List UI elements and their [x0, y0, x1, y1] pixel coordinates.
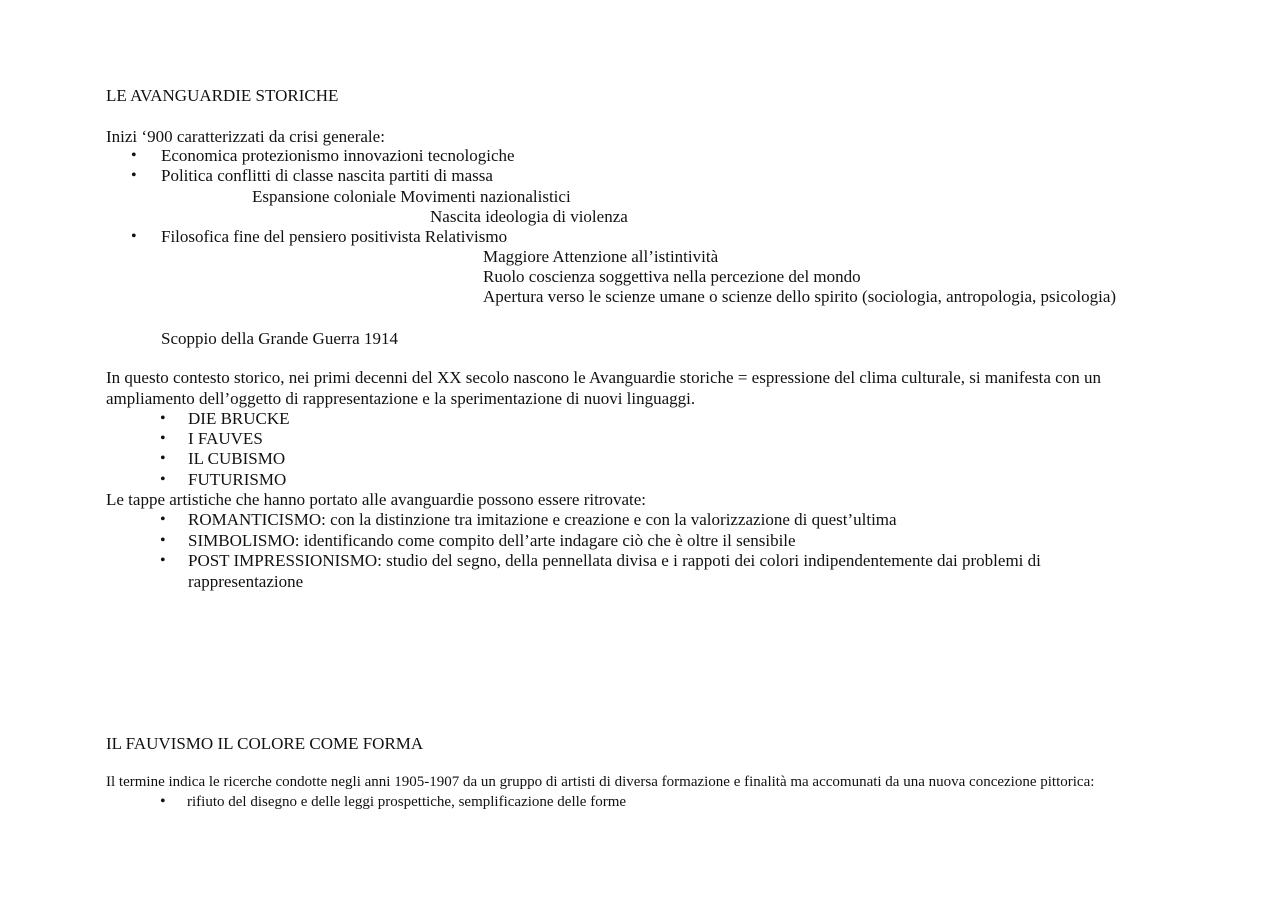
stage-item: POST IMPRESSIONISMO: studio del segno, della pennellata divisa e i rappoti dei colori indipendentemente dai problemi di: [188, 551, 1041, 570]
context-paragraph-line: In questo contesto storico, nei primi decenni del XX secolo nascono le Avanguardie storiche = espressione del clima culturale, si manifesta con un: [106, 368, 1101, 387]
fauvism-paragraph: Il termine indica le ricerche condotte negli anni 1905-1907 da un gruppo di artisti di diversa formazione e finalità ma accomunati da una nuova concezione pittorica:: [106, 774, 1095, 790]
stage-item: SIMBOLISMO: identificando come compito dell’arte indagare ciò che è oltre il sensibile: [188, 531, 796, 550]
war-text: Scoppio della Grande Guerra 1914: [161, 329, 398, 348]
bullet-marker: •: [160, 511, 166, 528]
bullet-marker: •: [131, 147, 137, 164]
bullet-marker: •: [160, 450, 166, 467]
politica-sub-line: Espansione coloniale Movimenti nazionalistici: [252, 187, 571, 206]
bullet-marker: •: [131, 228, 137, 245]
stage-item: ROMANTICISMO: con la distinzione tra imitazione e creazione e con la valorizzazione di quest’ultima: [188, 510, 897, 529]
politica-sub-line: Nascita ideologia di violenza: [430, 207, 628, 226]
context-paragraph-line: ampliamento dell’oggetto di rappresentazione e la sperimentazione di nuovi linguaggi.: [106, 389, 696, 408]
bullet-marker: •: [160, 793, 166, 810]
section-title: IL FAUVISMO IL COLORE COME FORMA: [106, 734, 424, 753]
stage-item-continuation: rappresentazione: [188, 572, 304, 591]
movement-item: I FAUVES: [188, 429, 263, 448]
bullet-marker: •: [160, 552, 166, 569]
movement-item: IL CUBISMO: [188, 449, 286, 468]
filosofica-sub-line: Apertura verso le scienze umane o scienze dello spirito (sociologia, antropologia, psicologia): [483, 287, 1117, 306]
filosofica-sub-line: Maggiore Attenzione all’istintività: [483, 247, 719, 266]
movement-item: FUTURISMO: [188, 470, 287, 489]
stages-intro-text: Le tappe artistiche che hanno portato alle avanguardie possono essere ritrovate:: [106, 490, 647, 509]
section-title: LE AVANGUARDIE STORICHE: [106, 86, 339, 105]
bullet-marker: •: [160, 532, 166, 549]
crisis-item-economica: Economica protezionismo innovazioni tecnologiche: [161, 146, 515, 165]
bullet-marker: •: [131, 167, 137, 184]
bullet-marker: •: [160, 430, 166, 447]
filosofica-sub-line: Ruolo coscienza soggettiva nella percezione del mondo: [483, 267, 861, 286]
crisis-item-filosofica: Filosofica fine del pensiero positivista Relativismo: [161, 227, 508, 246]
movement-item: DIE BRUCKE: [188, 409, 290, 428]
crisis-item-politica: Politica conflitti di classe nascita partiti di massa: [161, 166, 493, 185]
bullet-marker: •: [160, 471, 166, 488]
bullet-marker: •: [160, 410, 166, 427]
intro-text: Inizi ‘900 caratterizzati da crisi generale:: [106, 127, 385, 146]
fauvism-item: rifiuto del disegno e delle leggi prospettiche, semplificazione delle forme: [187, 794, 627, 810]
